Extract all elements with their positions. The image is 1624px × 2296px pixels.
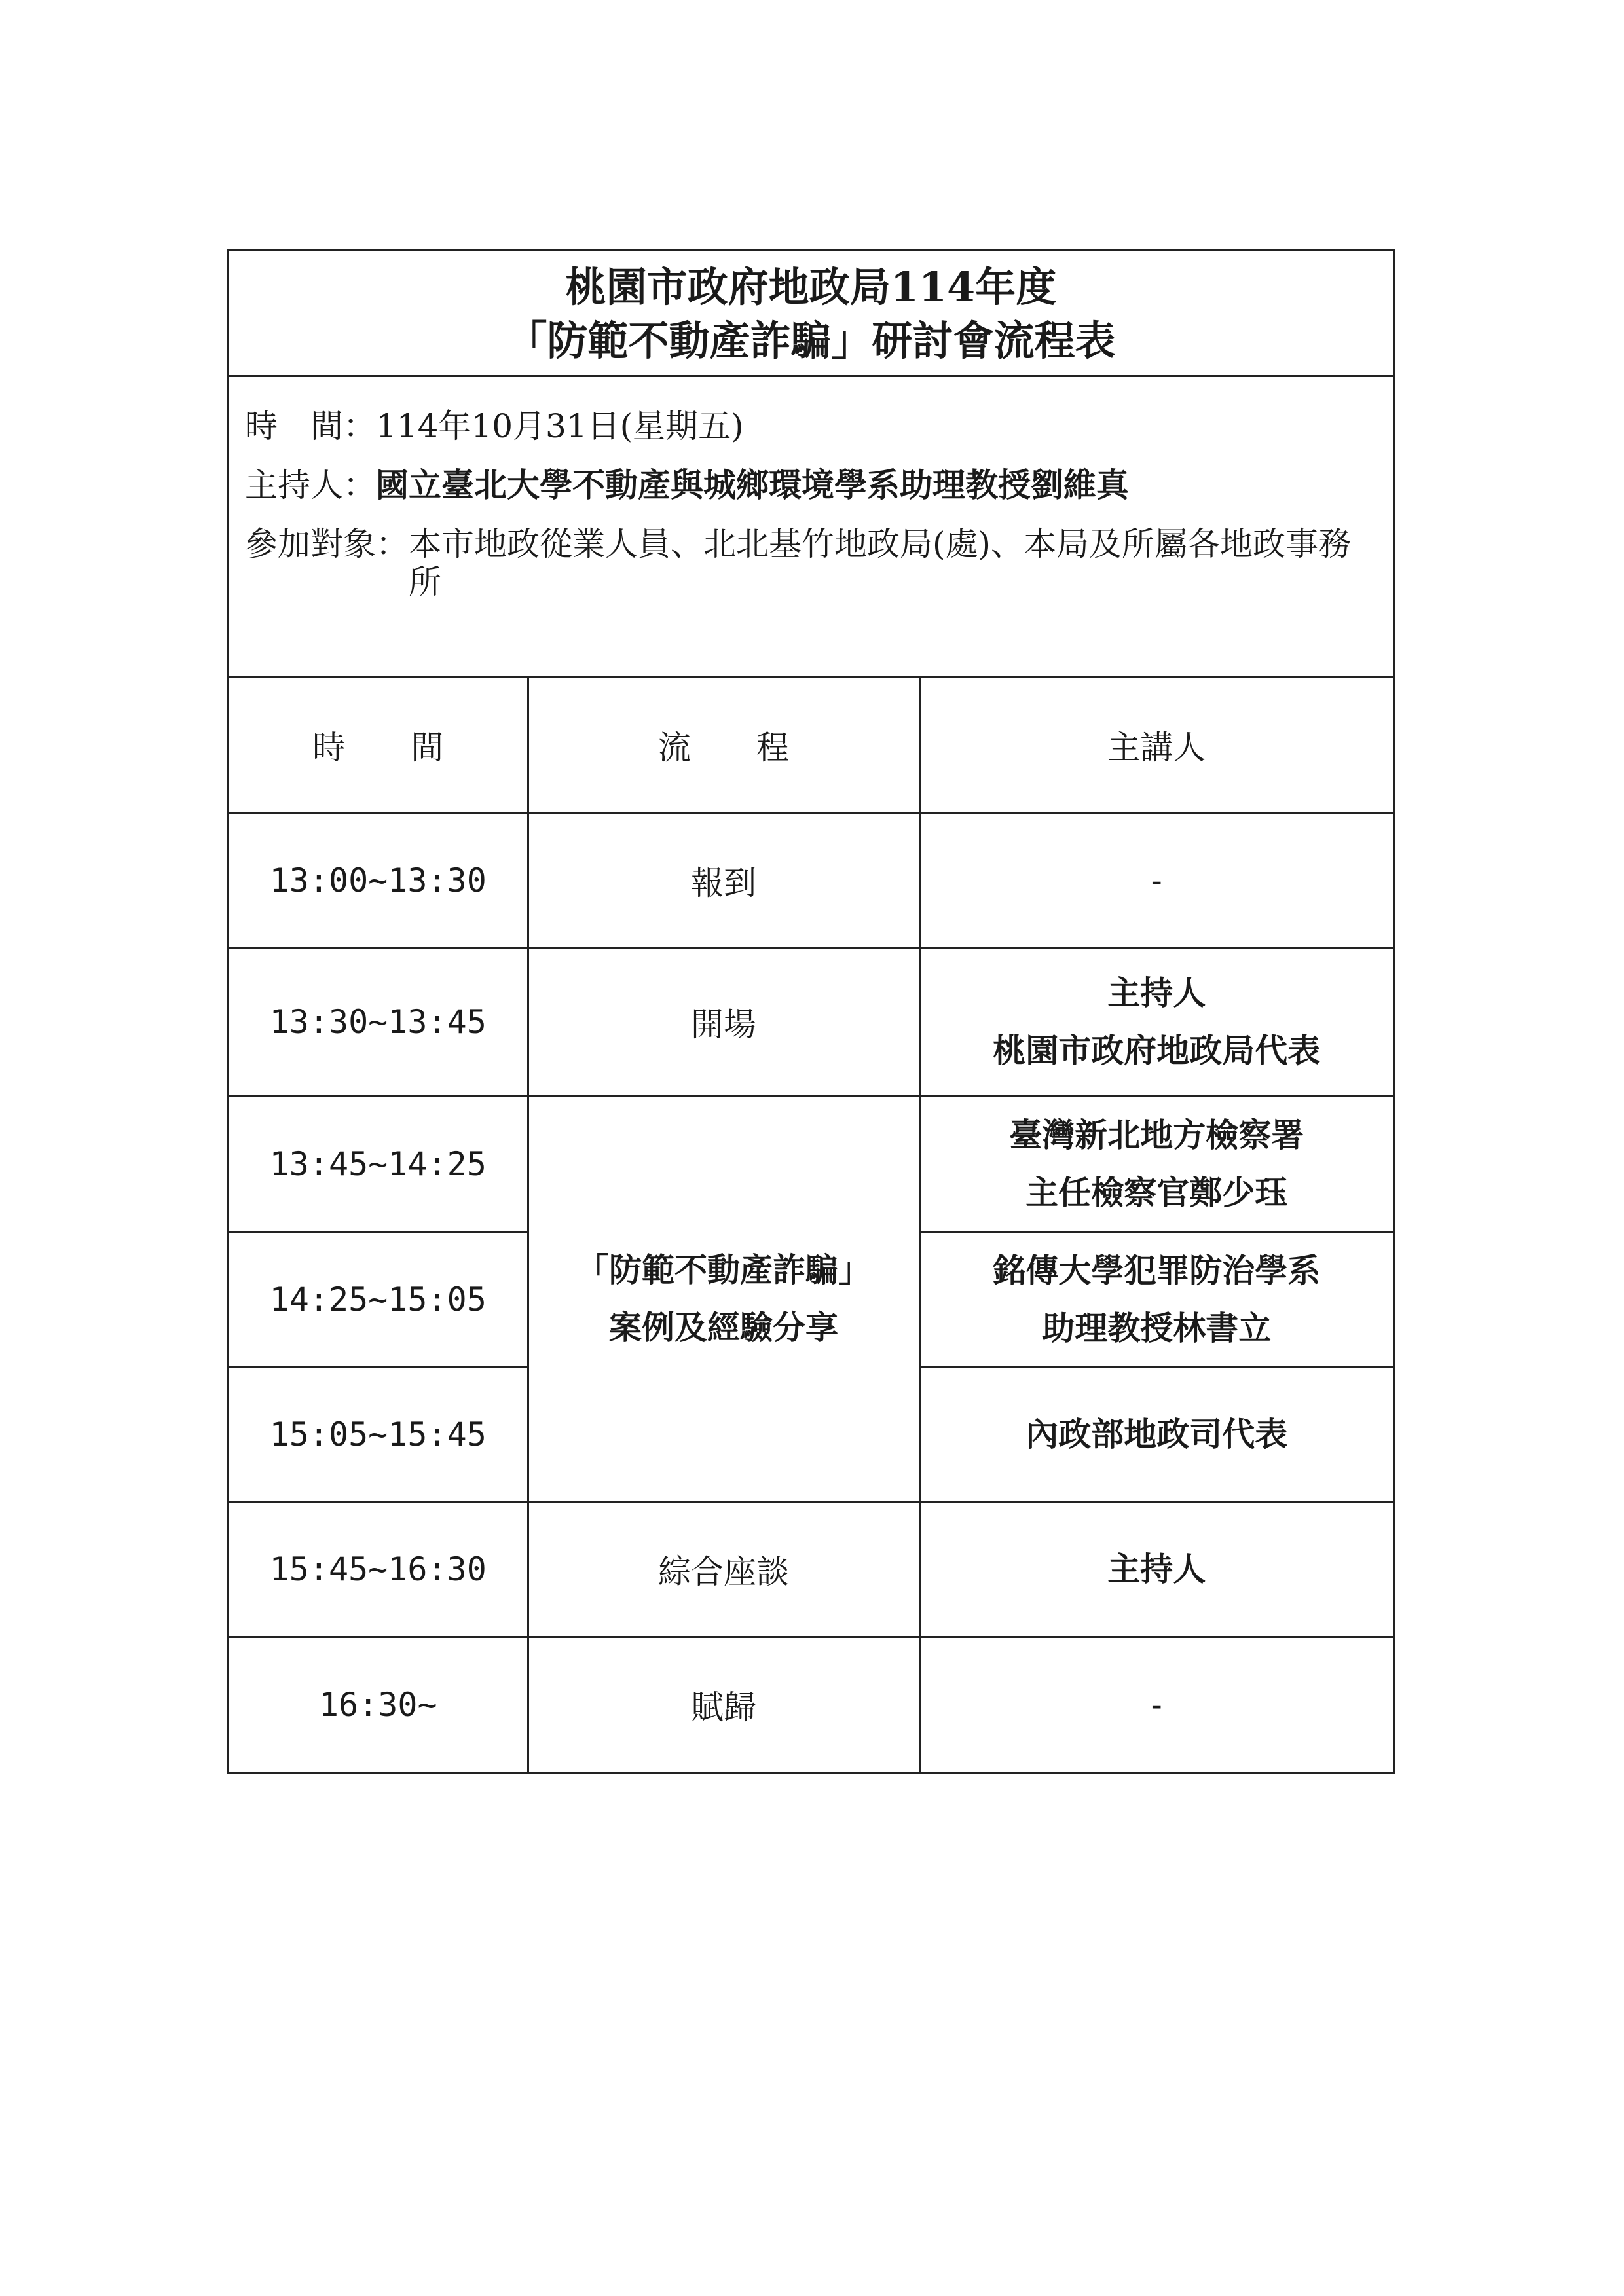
info-host-label: 主持人： [245, 466, 376, 504]
speaker-line: 主持人 [1107, 1550, 1206, 1588]
row-flow: 賦歸 [528, 1637, 919, 1772]
agenda-sheet [227, 249, 1395, 1774]
info-time-value: 114年10月31日(星期五) [376, 407, 744, 445]
speaker-line: 助理教授林書立 [1042, 1309, 1272, 1347]
info-time-label: 時 間： [245, 407, 376, 445]
speaker-line: 銘傳大學犯罪防治學系 [993, 1251, 1321, 1290]
table-row [229, 1637, 1393, 1772]
info-host-value: 國立臺北大學不動產與城鄉環境學系助理教授劉維真 [376, 465, 1129, 504]
row-speaker: - [1151, 1685, 1162, 1724]
row-flow-merged [528, 1096, 919, 1502]
row-time: 13:00~13:30 [229, 813, 528, 948]
document-title-line-2: 「防範不動產詐騙」研討會流程表 [506, 317, 1116, 365]
agenda-table [229, 678, 1393, 1772]
info-audience-label: 參加對象： [245, 525, 409, 563]
row-time: 15:45~16:30 [229, 1502, 528, 1637]
table-row [229, 1502, 1393, 1637]
info-audience-value: 本市地政從業人員、北北基竹地政局(處)、本局及所屬各地政事務所 [409, 525, 1352, 601]
speaker-line: 桃園市政府地政局代表 [993, 1031, 1321, 1070]
table-row [229, 813, 1393, 948]
row-speaker [919, 1096, 1393, 1232]
info-audience-row [245, 525, 1393, 601]
row-time: 15:05~15:45 [229, 1367, 528, 1502]
document-title-line-1: 桃園市政府地政局114年度 [565, 263, 1057, 311]
header-flow: 流 程 [528, 678, 919, 813]
flow-line: 案例及經驗分享 [609, 1308, 838, 1347]
header-time: 時 間 [229, 678, 528, 813]
row-speaker [919, 1502, 1393, 1637]
table-row [229, 1096, 1393, 1232]
table-row [229, 948, 1393, 1096]
row-speaker [919, 1232, 1393, 1367]
row-speaker [919, 1367, 1393, 1502]
row-time: 16:30~ [229, 1637, 528, 1772]
row-flow: 綜合座談 [528, 1502, 919, 1637]
header-speaker: 主講人 [919, 678, 1393, 813]
row-time: 14:25~15:05 [229, 1232, 528, 1367]
info-host-row [245, 465, 1393, 504]
speaker-line: 內政部地政司代表 [1025, 1415, 1288, 1453]
title-block [229, 251, 1393, 377]
speaker-line: 臺灣新北地方檢察署 [1009, 1116, 1304, 1154]
info-time-row [245, 407, 1393, 445]
row-flow: 報到 [528, 813, 919, 948]
row-speaker [919, 948, 1393, 1096]
row-flow: 開場 [528, 948, 919, 1096]
row-speaker: - [919, 813, 1393, 948]
row-time: 13:45~14:25 [229, 1096, 528, 1232]
row-time: 13:30~13:45 [229, 948, 528, 1096]
table-header-row [229, 678, 1393, 813]
speaker-line: 主持人 [1107, 974, 1206, 1012]
speaker-line: 主任檢察官鄭少珏 [1025, 1173, 1288, 1212]
event-info [229, 377, 1393, 678]
flow-line: 「防範不動產詐騙」 [576, 1250, 871, 1289]
